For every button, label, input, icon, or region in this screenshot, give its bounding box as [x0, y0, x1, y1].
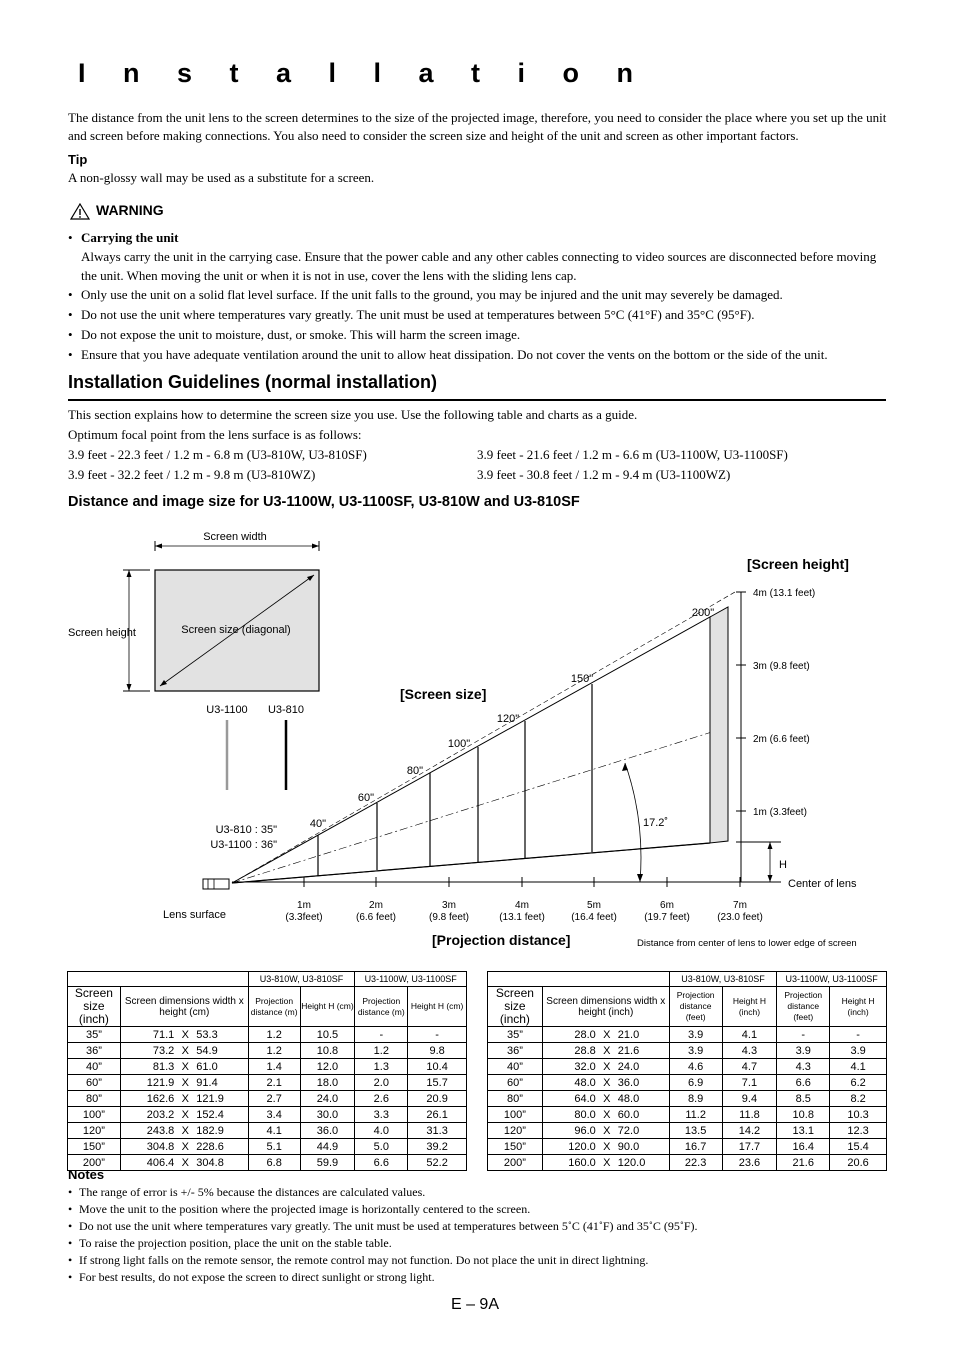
u3-1100-label: U3-1100 — [206, 704, 248, 716]
width-value: 48.0 — [574, 1076, 596, 1089]
screen-size-cell: 60” — [488, 1075, 543, 1091]
projection-cell: 11.2 — [669, 1107, 722, 1123]
dimensions-cell — [542, 1107, 669, 1123]
projection-cell: 4.3 — [777, 1059, 830, 1075]
projection-cell: 6.6 — [777, 1075, 830, 1091]
screen-size-cell: 36” — [68, 1043, 121, 1059]
height-cell: - — [408, 1027, 467, 1043]
tip-text: A non-glossy wall may be used as a substitute for a screen. — [68, 170, 375, 185]
width-value: 160.0 — [568, 1156, 596, 1169]
height-cell: 30.0 — [300, 1107, 355, 1123]
projection-cell: 13.1 — [777, 1123, 830, 1139]
size-label: 200" — [691, 607, 715, 619]
height-cell: 9.4 — [722, 1091, 777, 1107]
times-sign: X — [603, 1044, 611, 1057]
dimensions-cell — [120, 1059, 248, 1075]
col-screen-size: Screen size (inch) — [68, 987, 121, 1027]
col-projection: Projection distance (m) — [355, 987, 408, 1027]
height-cell: 4.1 — [830, 1059, 887, 1075]
height-cell: 12.0 — [300, 1059, 355, 1075]
table-row — [488, 1139, 887, 1155]
dimensions-cell — [120, 1043, 248, 1059]
page-number: E – 9A — [450, 1296, 499, 1313]
table-row — [68, 1027, 467, 1043]
distance-tick-feet: (23.0 feet) — [717, 912, 763, 923]
width-value: 64.0 — [574, 1092, 596, 1105]
height-tick-label: 2m (6.6 feet) — [753, 734, 810, 745]
times-sign: X — [603, 1124, 611, 1137]
dimensions-cell — [120, 1027, 248, 1043]
angle-label: 17.2˚ — [643, 817, 669, 829]
col-screen-size: Screen size (inch) — [488, 987, 543, 1027]
distance-tick-feet: (6.6 feet) — [355, 912, 397, 923]
table-row — [488, 1027, 887, 1043]
projection-cell: 6.8 — [248, 1155, 300, 1171]
projection-cell: 21.6 — [777, 1155, 830, 1171]
height-value: 21.6 — [617, 1044, 640, 1057]
distance-tick-label: 7m — [733, 900, 747, 911]
width-value: 203.2 — [146, 1108, 175, 1121]
height-cell: 10.3 — [830, 1107, 887, 1123]
height-value: 36.0 — [617, 1076, 640, 1089]
height-value: 121.9 — [196, 1092, 224, 1105]
times-sign: X — [181, 1156, 189, 1169]
projection-distance-caption: [Projection distance] — [432, 932, 571, 948]
height-cell: 6.2 — [830, 1075, 887, 1091]
col-height: Height H (inch) — [722, 987, 777, 1027]
table-row — [488, 1123, 887, 1139]
height-value: 54.9 — [196, 1044, 218, 1057]
col-height: Height H (cm) — [408, 987, 467, 1027]
times-sign: X — [603, 1156, 611, 1169]
projection-cell: 8.5 — [777, 1091, 830, 1107]
width-value: 28.8 — [574, 1044, 596, 1057]
screen-size-cell: 150” — [488, 1139, 543, 1155]
height-cell: 31.3 — [408, 1123, 467, 1139]
projector-icon — [203, 879, 229, 889]
height-value: 21.0 — [617, 1028, 640, 1041]
table-row — [488, 1059, 887, 1075]
note-item: • For best results, do not expose the screen to direct sunlight or strong light. — [68, 1270, 435, 1284]
screen-size-cell: 150” — [68, 1139, 121, 1155]
dimensions-cell — [120, 1107, 248, 1123]
projection-cell: 8.9 — [669, 1091, 722, 1107]
screen-size-cell: 200” — [68, 1155, 121, 1171]
heading-rule — [68, 399, 886, 401]
col-height: Height H (inch) — [830, 987, 887, 1027]
table-row — [488, 1155, 887, 1171]
table-row — [68, 1075, 467, 1091]
width-value: 96.0 — [574, 1124, 596, 1137]
dimensions-cell — [542, 1043, 669, 1059]
screen-size-cell: 120” — [488, 1123, 543, 1139]
distance-heading: Distance and image size for U3-1100W, U3-1100SF, U3-810W and U3-810SF — [68, 494, 580, 510]
note-item: • If strong light falls on the remote sensor, the remote control may not function. Do not place the unit in direct lightning. — [68, 1253, 649, 1267]
table-row — [68, 1043, 467, 1059]
distance-tick-feet: (19.7 feet) — [644, 912, 690, 923]
height-value: 24.0 — [617, 1060, 640, 1073]
guidelines-line2: Optimum focal point from the lens surface is as follows: — [68, 427, 362, 442]
projection-cell: 1.3 — [355, 1059, 408, 1075]
screen-height-caption: [Screen height] — [747, 556, 849, 572]
projection-cell: 6.6 — [355, 1155, 408, 1171]
times-sign: X — [603, 1140, 611, 1153]
size-label: 120" — [496, 713, 520, 725]
dimensions-cell — [542, 1123, 669, 1139]
projection-cell: 3.3 — [355, 1107, 408, 1123]
height-cell: 4.7 — [722, 1059, 777, 1075]
screen-size-cell: 35” — [68, 1027, 121, 1043]
times-sign: X — [181, 1124, 189, 1137]
dimensions-cell — [120, 1123, 248, 1139]
focal-range: 3.9 feet - 32.2 feet / 1.2 m - 9.8 m (U3-810WZ) — [68, 467, 316, 482]
size-label: 150" — [570, 673, 594, 685]
projection-cell: 1.2 — [355, 1043, 408, 1059]
projection-cell: 3.9 — [777, 1043, 830, 1059]
height-cell: 24.0 — [300, 1091, 355, 1107]
carrying-title: Carrying the unit — [81, 230, 179, 245]
height-cell: 15.7 — [408, 1075, 467, 1091]
height-value: 60.0 — [617, 1108, 640, 1121]
u3-810-min-size: U3-810 : 35" — [215, 824, 277, 836]
warning-item: • Do not use the unit where temperatures vary greatly. The unit must be used at temperatures between 5°C (41°F) and 35°C (95°F). — [68, 307, 755, 322]
dimensions-cell — [542, 1059, 669, 1075]
projection-cell: 2.6 — [355, 1091, 408, 1107]
projection-cell: 3.4 — [248, 1107, 300, 1123]
u3-810-label: U3-810 — [267, 704, 305, 716]
screen-size-cell: 100” — [488, 1107, 543, 1123]
note-item: • Do not use the unit where temperatures vary greatly. The unit must be used at temperatures between 5˚C (41˚F) and 35˚C (95˚F). — [68, 1219, 698, 1233]
height-cell: 12.3 — [830, 1123, 887, 1139]
note-item: • Move the unit to the position where the projected image is horizontally centered to the screen. — [68, 1202, 531, 1216]
height-cell: 10.4 — [408, 1059, 467, 1075]
height-cell: 3.9 — [830, 1043, 887, 1059]
projection-cell: 16.7 — [669, 1139, 722, 1155]
dimensions-cell — [120, 1155, 248, 1171]
col-projection: Projection distance (feet) — [669, 987, 722, 1027]
width-value: 162.6 — [146, 1092, 175, 1105]
height-value: 152.4 — [196, 1108, 224, 1121]
width-value: 32.0 — [574, 1060, 596, 1073]
lens-surface-label: Lens surface — [163, 909, 226, 921]
projection-cell: 3.9 — [669, 1027, 722, 1043]
col-height: Height H (cm) — [300, 987, 355, 1027]
size-label: 40" — [309, 818, 327, 830]
width-value: 80.0 — [574, 1108, 596, 1121]
height-cell: 10.8 — [300, 1043, 355, 1059]
distance-tick-label: 1m — [297, 900, 311, 911]
height-value: 90.0 — [617, 1140, 640, 1153]
note-item: • To raise the projection position, place the unit on the stable table. — [68, 1236, 392, 1250]
projection-cell: 4.6 — [669, 1059, 722, 1075]
projection-cell: 2.0 — [355, 1075, 408, 1091]
intro-paragraph: The distance from the unit lens to the screen determines to the size of the projected image, therefore, you need to consider the place where you set up the unit and screen before making connections. You also need to consider the screen size and height of the unit and screen as other important factors. — [68, 110, 887, 143]
col-dimensions: Screen dimensions width x height (inch) — [542, 987, 669, 1027]
times-sign: X — [603, 1108, 611, 1121]
table-row — [488, 1107, 887, 1123]
height-cell: 15.4 — [830, 1139, 887, 1155]
height-cell: 20.9 — [408, 1091, 467, 1107]
dimensions-cell — [120, 1139, 248, 1155]
height-cell: 20.6 — [830, 1155, 887, 1171]
height-cell: 7.1 — [722, 1075, 777, 1091]
warning-carrying: • Carrying the unit Always carry the unit in the carrying case. Ensure that the power cable and any other cables connecting to video sources are disconnected before moving the unit. When moving the unit or when it is not in use, cover the lens with the sliding lens cap. — [68, 228, 888, 285]
screen-size-cell: 35” — [488, 1027, 543, 1043]
height-cell: 17.7 — [722, 1139, 777, 1155]
times-sign: X — [181, 1076, 189, 1089]
times-sign: X — [603, 1076, 611, 1089]
u3-1100-min-size: U3-1100 : 36" — [210, 839, 277, 851]
projection-cell: 6.9 — [669, 1075, 722, 1091]
screen-size-cell: 40” — [68, 1059, 121, 1075]
screen-size-cell: 36” — [488, 1043, 543, 1059]
guidelines-line1: This section explains how to determine the screen size you use. Use the following table and charts as a guide. — [68, 407, 638, 422]
warning-item: • Ensure that you have adequate ventilation around the unit to allow heat dissipation. Do not cover the vents on the bottom or the side of the unit. — [68, 347, 828, 362]
screen-200-panel — [710, 607, 728, 843]
screen-size-cell: 200” — [488, 1155, 543, 1171]
width-value: 28.0 — [574, 1028, 596, 1041]
screen-size-cell: 40” — [488, 1059, 543, 1075]
notes-heading: Notes — [68, 1167, 105, 1182]
width-value: 406.4 — [146, 1156, 175, 1169]
width-value: 121.9 — [146, 1076, 175, 1089]
projection-cell: - — [777, 1027, 830, 1043]
times-sign: X — [181, 1092, 189, 1105]
page-title: I n s t a l l a t i o n — [78, 58, 649, 88]
times-sign: X — [603, 1028, 611, 1041]
dimensions-cell — [542, 1091, 669, 1107]
height-value: 182.9 — [196, 1124, 224, 1137]
note-item: • The range of error is +/- 5% because the distances are calculated values. — [68, 1185, 426, 1199]
width-value: 304.8 — [146, 1140, 175, 1153]
h-label: H — [779, 859, 787, 871]
dimensions-cell — [542, 1155, 669, 1171]
projection-cell: 4.0 — [355, 1123, 408, 1139]
width-value: 81.3 — [152, 1060, 175, 1073]
projection-cell: 10.8 — [777, 1107, 830, 1123]
carrying-text: Always carry the unit in the carrying case. Ensure that the power cable and any other cables connecting to video sources are disconnected before moving the unit. When moving the unit or when it is not in use, cover the lens with the sliding lens cap. — [81, 249, 877, 283]
projection-cell: 1.4 — [248, 1059, 300, 1075]
screen-size-cell: 100” — [68, 1107, 121, 1123]
metric-group1: U3-810W, U3-810SF — [248, 972, 355, 987]
height-cell: 4.3 — [722, 1043, 777, 1059]
table-row — [488, 1043, 887, 1059]
imperial-group2: U3-1100W, U3-1100SF — [777, 972, 887, 987]
projection-cell: 2.1 — [248, 1075, 300, 1091]
projection-cell: 5.0 — [355, 1139, 408, 1155]
height-tick-label: 3m (9.8 feet) — [753, 661, 810, 672]
projection-cell: 5.1 — [248, 1139, 300, 1155]
height-cell: 9.8 — [408, 1043, 467, 1059]
projection-diagram — [0, 520, 954, 960]
height-value: 72.0 — [617, 1124, 640, 1137]
height-value: 304.8 — [196, 1156, 224, 1169]
height-value: 53.3 — [196, 1028, 218, 1041]
projection-cell: 1.2 — [248, 1043, 300, 1059]
warning-icon — [70, 203, 90, 220]
projection-cell: 1.2 — [248, 1027, 300, 1043]
metric-group2: U3-1100W, U3-1100SF — [355, 972, 467, 987]
table-row — [68, 1123, 467, 1139]
height-cell: 44.9 — [300, 1139, 355, 1155]
height-tick-label: 4m (13.1 feet) — [753, 588, 816, 599]
screen-size-caption: [Screen size] — [400, 686, 487, 702]
screen-width-label: Screen width — [203, 531, 267, 543]
height-value: 61.0 — [196, 1060, 218, 1073]
screen-size-cell: 120” — [68, 1123, 121, 1139]
table-row — [488, 1091, 887, 1107]
width-value: 73.2 — [152, 1044, 175, 1057]
distance-tick-feet: (13.1 feet) — [499, 912, 545, 923]
dimensions-cell — [542, 1027, 669, 1043]
projection-cell: 4.1 — [248, 1123, 300, 1139]
projection-cell: 3.9 — [669, 1043, 722, 1059]
screen-size-cell: 80” — [68, 1091, 121, 1107]
table-row — [68, 1155, 467, 1171]
distance-tick-feet: (3.3feet) — [285, 912, 323, 923]
tip-heading: Tip — [68, 152, 88, 167]
warning-heading: WARNING — [96, 202, 164, 218]
col-projection: Projection distance (m) — [248, 987, 300, 1027]
col-dimensions: Screen dimensions width x height (cm) — [120, 987, 248, 1027]
times-sign: X — [181, 1028, 189, 1041]
width-value: 120.0 — [568, 1140, 596, 1153]
distance-tick-label: 5m — [587, 900, 601, 911]
height-cell: 4.1 — [722, 1027, 777, 1043]
focal-range: 3.9 feet - 22.3 feet / 1.2 m - 6.8 m (U3-810W, U3-810SF) — [68, 447, 367, 462]
height-cell: 26.1 — [408, 1107, 467, 1123]
size-label: 60" — [357, 792, 375, 804]
height-cell: 39.2 — [408, 1139, 467, 1155]
times-sign: X — [181, 1060, 189, 1073]
table-row — [488, 1075, 887, 1091]
dimensions-cell — [542, 1139, 669, 1155]
size-label: 100" — [447, 738, 471, 750]
dimensions-cell — [120, 1075, 248, 1091]
times-sign: X — [603, 1060, 611, 1073]
height-cell: 52.2 — [408, 1155, 467, 1171]
projection-cell: 13.5 — [669, 1123, 722, 1139]
center-of-lens-label: Center of lens — [788, 878, 857, 890]
size-label: 80" — [406, 765, 424, 777]
height-cell: - — [830, 1027, 887, 1043]
height-value: 228.6 — [196, 1140, 224, 1153]
height-value: 91.4 — [196, 1076, 218, 1089]
dimensions-cell — [120, 1091, 248, 1107]
projection-cell: 22.3 — [669, 1155, 722, 1171]
times-sign: X — [181, 1108, 189, 1121]
height-cell: 18.0 — [300, 1075, 355, 1091]
width-value: 243.8 — [146, 1124, 175, 1137]
height-cell: 8.2 — [830, 1091, 887, 1107]
table-row — [68, 1091, 467, 1107]
projection-cell: 2.7 — [248, 1091, 300, 1107]
projection-cell: - — [355, 1027, 408, 1043]
table-row — [68, 1059, 467, 1075]
distance-tick-label: 4m — [515, 900, 529, 911]
times-sign: X — [603, 1092, 611, 1105]
height-cell: 36.0 — [300, 1123, 355, 1139]
times-sign: X — [181, 1044, 189, 1057]
distance-note: Distance from center of lens to lower edge of screen — [637, 938, 857, 949]
times-sign: X — [181, 1140, 189, 1153]
distance-tick-label: 2m — [369, 900, 383, 911]
screen-size-cell: 60” — [68, 1075, 121, 1091]
focal-range: 3.9 feet - 30.8 feet / 1.2 m - 9.4 m (U3-1100WZ) — [477, 467, 731, 482]
height-cell: 10.5 — [300, 1027, 355, 1043]
metric-table — [67, 971, 467, 1171]
imperial-table — [487, 971, 887, 1171]
screen-size-cell: 80” — [488, 1091, 543, 1107]
table-row — [68, 1107, 467, 1123]
warning-item: • Only use the unit on a solid flat level surface. If the unit falls to the ground, you may be injured and the unit may severely be damaged. — [68, 287, 783, 302]
distance-tick-label: 3m — [442, 900, 456, 911]
guidelines-heading: Installation Guidelines (normal installation) — [68, 372, 438, 392]
projection-cell: 16.4 — [777, 1139, 830, 1155]
dimensions-cell — [542, 1075, 669, 1091]
height-cell: 23.6 — [722, 1155, 777, 1171]
distance-tick-feet: (9.8 feet) — [428, 912, 470, 923]
col-projection: Projection distance (feet) — [777, 987, 830, 1027]
focal-range: 3.9 feet - 21.6 feet / 1.2 m - 6.6 m (U3-1100W, U3-1100SF) — [477, 447, 788, 462]
distance-tick-feet: (16.4 feet) — [571, 912, 617, 923]
warning-item: • Do not expose the unit to moisture, dust, or smoke. This will harm the screen image. — [68, 327, 521, 342]
height-cell: 14.2 — [722, 1123, 777, 1139]
imperial-group1: U3-810W, U3-810SF — [669, 972, 777, 987]
height-value: 48.0 — [617, 1092, 640, 1105]
height-tick-label: 1m (3.3feet) — [753, 807, 807, 818]
distance-tick-label: 6m — [660, 900, 674, 911]
width-value: 71.1 — [152, 1028, 175, 1041]
height-cell: 11.8 — [722, 1107, 777, 1123]
height-cell: 59.9 — [300, 1155, 355, 1171]
screen-height-label: Screen height — [68, 627, 136, 639]
height-value: 120.0 — [617, 1156, 646, 1169]
screen-diagonal-label: Screen size (diagonal) — [181, 624, 291, 636]
table-row — [68, 1139, 467, 1155]
